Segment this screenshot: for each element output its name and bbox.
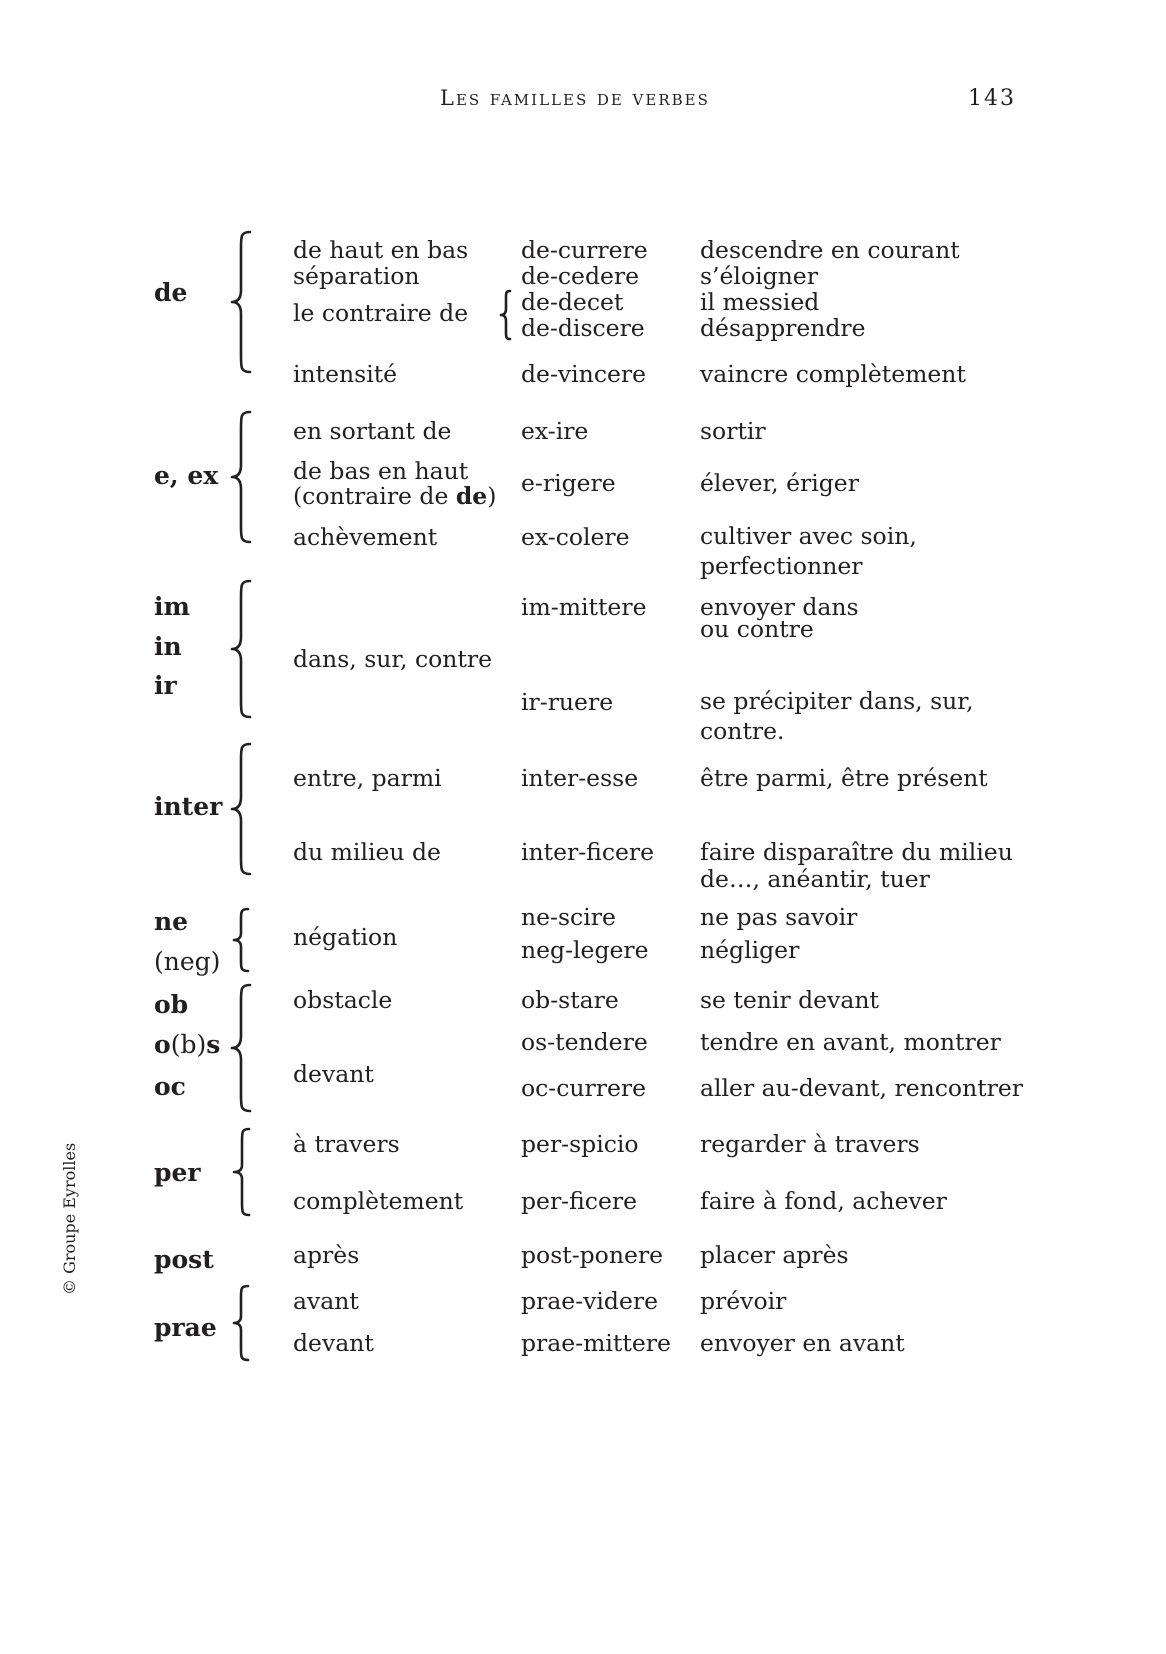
copyright-notice: © Groupe Eyrolles: [60, 1142, 79, 1295]
latin-verb: de-cedere: [521, 262, 640, 290]
french-meaning: envoyer dans: [700, 593, 859, 621]
french-meaning: vaincre complètement: [700, 360, 966, 388]
latin-verb: per-ficere: [521, 1187, 638, 1215]
french-meaning: se tenir devant: [700, 986, 879, 1014]
french-meaning: prévoir: [700, 1287, 787, 1315]
prefix-oc: oc: [154, 1072, 186, 1101]
latin-verb: e-rigere: [521, 469, 616, 497]
brace: [228, 740, 258, 878]
sense: en sortant de: [293, 417, 452, 445]
latin-verb: neg-legere: [521, 936, 649, 964]
latin-verb: im-mittere: [521, 593, 647, 621]
prefix-obs-s: s: [206, 1030, 221, 1059]
prefix-obs-o: o: [154, 1030, 171, 1059]
french-meaning: perfectionner: [700, 552, 863, 580]
sense-bold: de: [455, 482, 488, 510]
prefix-de: de: [154, 278, 188, 307]
sense: devant: [293, 1329, 374, 1357]
latin-verb: ir-ruere: [521, 688, 614, 716]
french-meaning: négliger: [700, 936, 800, 964]
chapter-title: Les familles de verbes: [440, 86, 710, 110]
prefix-per: per: [154, 1158, 201, 1187]
sense: à travers: [293, 1130, 400, 1158]
french-meaning: envoyer en avant: [700, 1329, 905, 1357]
prefix-neg-text: (neg): [154, 947, 221, 976]
latin-verb: post-ponere: [521, 1241, 664, 1269]
prefix-ne: ne: [154, 907, 189, 936]
prefix-obs: [154, 1032, 220, 1057]
french-meaning: sortir: [700, 417, 766, 445]
prefix-prae: prae: [154, 1313, 217, 1342]
sense: complètement: [293, 1187, 464, 1215]
french-meaning: de…, anéantir, tuer: [700, 865, 930, 893]
french-meaning: désapprendre: [700, 314, 866, 342]
latin-verb: de-vincere: [521, 360, 647, 388]
sense: de haut en bas: [293, 236, 469, 264]
latin-verb: os-tendere: [521, 1028, 648, 1056]
sense: entre, parmi: [293, 764, 442, 792]
french-meaning: se précipiter dans, sur,: [700, 687, 974, 715]
latin-verb: ob-stare: [521, 986, 619, 1014]
latin-verb: prae-mittere: [521, 1329, 671, 1357]
latin-verb: ex-colere: [521, 523, 630, 551]
prefix-ex: e, ex: [154, 461, 219, 490]
french-meaning: placer après: [700, 1241, 849, 1269]
french-meaning: s’éloigner: [700, 262, 818, 290]
french-meaning: aller au-devant, rencontrer: [700, 1074, 1024, 1102]
french-meaning: ou contre: [700, 615, 814, 643]
french-meaning: descendre en courant: [700, 236, 960, 264]
sense-close: ): [487, 482, 497, 510]
sense: séparation: [293, 262, 420, 290]
sense: négation: [293, 923, 398, 951]
latin-verb: ex-ire: [521, 417, 589, 445]
latin-verb: de-currere: [521, 236, 648, 264]
french-meaning: tendre en avant, montrer: [700, 1028, 1001, 1056]
brace: [230, 1126, 256, 1218]
french-meaning: faire à fond, achever: [700, 1187, 947, 1215]
prefix-neg: [154, 949, 220, 974]
latin-verb: inter-esse: [521, 764, 639, 792]
page-number: 143: [968, 86, 1016, 111]
brace: [228, 408, 258, 546]
sense: après: [293, 1241, 360, 1269]
sense: de bas en haut: [293, 457, 469, 485]
french-meaning: ne pas savoir: [700, 903, 858, 931]
prefix-post: post: [154, 1245, 214, 1274]
prefix-obs-b: (b): [170, 1030, 207, 1059]
latin-verb: de-decet: [521, 288, 624, 316]
sense: obstacle: [293, 986, 393, 1014]
french-meaning: contre.: [700, 717, 785, 745]
prefix-ob: ob: [154, 990, 189, 1019]
brace: [230, 1283, 254, 1363]
sense: [293, 483, 496, 509]
brace: [498, 289, 514, 341]
latin-verb: ne-scire: [521, 903, 616, 931]
french-meaning: cultiver avec soin,: [700, 522, 917, 550]
brace: [230, 906, 254, 974]
sense: dans, sur, contre: [293, 645, 493, 673]
latin-verb: inter-ficere: [521, 838, 655, 866]
brace: [228, 981, 258, 1115]
french-meaning: faire disparaître du milieu: [700, 838, 1013, 866]
latin-verb: oc-currere: [521, 1074, 647, 1102]
prefix-inter: inter: [154, 792, 223, 821]
french-meaning: être parmi, être présent: [700, 764, 988, 792]
sense: devant: [293, 1060, 374, 1088]
sense: du milieu de: [293, 838, 441, 866]
french-meaning: il messied: [700, 288, 820, 316]
latin-verb: de-discere: [521, 314, 645, 342]
latin-verb: prae-videre: [521, 1287, 659, 1315]
french-meaning: élever, ériger: [700, 469, 859, 497]
prefix-in: in: [154, 632, 182, 661]
prefix-im: im: [154, 592, 190, 621]
french-meaning: regarder à travers: [700, 1130, 920, 1158]
latin-verb: per-spicio: [521, 1130, 639, 1158]
prefix-ir: ir: [154, 671, 177, 700]
sense-text: (contraire de: [293, 482, 456, 510]
brace: [228, 577, 258, 721]
sense: avant: [293, 1287, 359, 1315]
sense: achèvement: [293, 523, 438, 551]
sense: le contraire de: [293, 299, 469, 327]
brace: [228, 228, 258, 376]
sense: intensité: [293, 360, 398, 388]
